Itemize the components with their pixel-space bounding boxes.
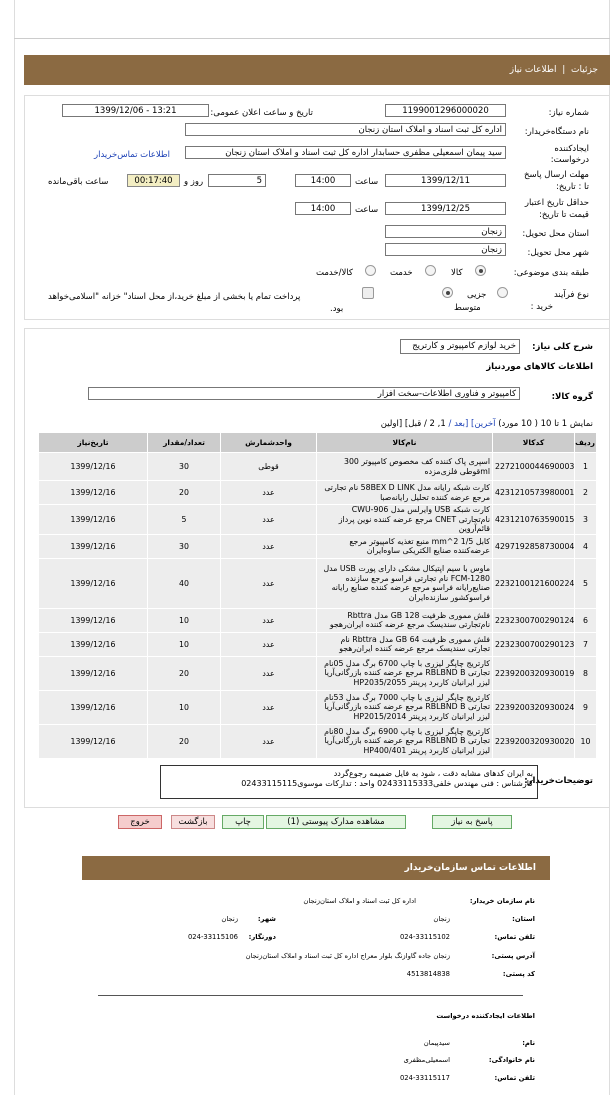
creator-label-1: ایجادکننده (554, 144, 589, 154)
cell-need-date: 1399/12/16 (39, 724, 148, 758)
creator-label-2: درخواست: (550, 155, 589, 165)
validity-time-label: ساعت (355, 205, 379, 215)
city-label: شهر محل تحویل: (527, 248, 589, 258)
buyer-notes-box (160, 765, 538, 799)
col-need-date: تاریخ‌نیاز (39, 433, 148, 453)
cell-row-number: 7 (575, 632, 597, 656)
remaining-label: ساعت باقی‌مانده (48, 177, 109, 187)
col-row-number: ردیف (575, 433, 597, 453)
goods-info-title: اطلاعات کالاهای موردنیاز (486, 362, 593, 372)
cell-goods-name: کارت شبکه رایانه مدل 58BEX D LINK نام تجارتی مرجع عرضه کننده تحلیل رایانه‌صبا (317, 481, 493, 505)
contact-fax-value: 024-33115106 (187, 933, 238, 941)
cell-goods-code: 2239200320930024 (493, 690, 575, 724)
cell-goods-code: 4231210573980001 (493, 481, 575, 505)
cell-need-date: 1399/12/16 (39, 690, 148, 724)
cell-unit: عدد (221, 690, 317, 724)
cell-quantity: 30 (148, 534, 221, 558)
table-row (39, 453, 597, 481)
contact-phone-value: 024-33115102 (399, 933, 450, 941)
buyer-notes-line-1: به ایران کدهای مشابه دقت ، شود به فایل ضمیمه رجوع‌گردد (333, 769, 533, 778)
treasury-note-2: بود. (330, 304, 344, 314)
cell-goods-code: 2272100044690003 (493, 453, 575, 481)
summary-label: شرح کلی نیاز: (532, 342, 593, 352)
pager (381, 419, 593, 429)
cell-need-date: 1399/12/16 (39, 558, 148, 608)
cell-quantity: 20 (148, 724, 221, 758)
table-row (39, 505, 597, 535)
table-row (39, 608, 597, 632)
creator-name-value: سیدپیمان (423, 1039, 450, 1047)
back-button[interactable]: بازگشت (171, 815, 215, 829)
deadline-send-time-label: ساعت (355, 177, 379, 187)
cell-row-number: 9 (575, 690, 597, 724)
deadline-send-date-field: 1399/12/11 (385, 174, 506, 187)
process-label-2: خرید : (530, 302, 553, 312)
table-row (39, 656, 597, 690)
cell-goods-code: 2232300700290124 (493, 608, 575, 632)
page-header-bar (24, 55, 610, 85)
contact-phone-label: تلفن تماس: (494, 933, 535, 941)
creator-info-title: اطلاعات ایجادکننده درخواست (436, 1012, 535, 1020)
cell-row-number: 3 (575, 505, 597, 535)
validity-date-field: 1399/12/25 (385, 202, 506, 215)
contact-city-value: زنجان (221, 915, 238, 923)
cell-unit: قوطی (221, 453, 317, 481)
goods-group-label: گروه کالا: (551, 392, 593, 402)
cell-need-date: 1399/12/16 (39, 656, 148, 690)
cell-row-number: 1 (575, 453, 597, 481)
cell-goods-code: 2239200320930019 (493, 656, 575, 690)
cell-row-number: 2 (575, 481, 597, 505)
pager-next[interactable]: [بعد / (448, 419, 469, 429)
creator-name-label: نام: (522, 1039, 535, 1047)
contact-province-value: زنجان (433, 915, 450, 923)
process-label-1: نوع فرآیند (553, 290, 589, 300)
process-medium-radio[interactable] (442, 287, 453, 298)
cell-quantity: 40 (148, 558, 221, 608)
buyer-notes-label: توضیحات‌خریدار: (524, 776, 593, 786)
creator-family-label: نام خانوادگی: (488, 1056, 535, 1064)
cell-goods-name: فلش مموری ظرفیت 64 GB مدل Rbttra نام تجارتی سندیسک مرجع عرضه کننده ایران‌رهجو (317, 632, 493, 656)
cell-need-date: 1399/12/16 (39, 608, 148, 632)
cell-row-number: 4 (575, 534, 597, 558)
cell-need-date: 1399/12/16 (39, 534, 148, 558)
cell-quantity: 20 (148, 656, 221, 690)
breadcrumb-separator: | (562, 65, 566, 75)
cell-goods-name: کارت شبکه USB وایرلس مدل CWU-906 نام‌تجارتی CNET مرجع عرضه کننده نوین پرداز قائم‌آروین (317, 505, 493, 535)
province-label: استان محل تحویل: (522, 229, 589, 239)
city-field: زنجان (385, 243, 506, 256)
table-row (39, 481, 597, 505)
creator-field: سید پیمان اسمعیلی مظفری حسابدار اداره کل ثبت اسناد و املاک استان زنجان (185, 146, 506, 159)
category-goods-radio[interactable] (475, 265, 486, 276)
announce-datetime-field: 1399/12/06 - 13:21 (62, 104, 209, 117)
category-service-label: خدمت (390, 268, 413, 278)
reply-button[interactable]: پاسخ به نیاز (432, 815, 512, 829)
cell-goods-name: فلش مموری ظرفیت 128 GB مدل Rbttra نام‌تجارتی سندیسک مرجع عرضه کننده ایران‌رهجو (317, 608, 493, 632)
cell-need-date: 1399/12/16 (39, 632, 148, 656)
top-divider (14, 38, 610, 39)
days-remaining-field: 5 (208, 174, 266, 187)
buyer-contact-link[interactable]: اطلاعات تماس‌خریدار (94, 150, 171, 160)
col-goods-name: نام‌کالا (317, 433, 493, 453)
cell-row-number: 6 (575, 608, 597, 632)
cell-unit: عدد (221, 481, 317, 505)
cell-unit: عدد (221, 656, 317, 690)
cell-goods-name: ماوس با سیم اپتیکال مشکی دارای پورت USB مدل FCM-1280 نام تجارتی فراسو مرجع سازنده صنایع‌رایانه فراسو مرجع عرضه کننده صنایع رایانه فراسوکشور سازنده‌ایران (317, 558, 493, 608)
cell-goods-name: کارتریج چاپگر لیزری با چاپ 7000 برگ مدل 53نام تجارتی RBLBND B مرجع عرضه کننده بازرگانی‌آریا لیزر ایرانیان کاربرد پرینتر HP2015/2014 (317, 690, 493, 724)
process-medium-label: متوسط (454, 303, 481, 313)
cell-unit: عدد (221, 724, 317, 758)
cell-goods-code: 2239200320930020 (493, 724, 575, 758)
cell-quantity: 10 (148, 690, 221, 724)
deadline-send-time-field: 14:00 (295, 174, 351, 187)
cell-need-date: 1399/12/16 (39, 505, 148, 535)
buyer-notes-line-2: کارشناس : فنی مهندس خلفی02433115333 واحد : تدارکات موسوی02433115115 (241, 779, 533, 788)
contact-title: اطلاعات تماس سازمان‌خریدار (404, 863, 536, 873)
cell-unit: عدد (221, 632, 317, 656)
province-field: زنجان (385, 225, 506, 238)
cell-goods-name: اسپری پاک کننده کف مخصوص کامپیوتر 300 mlقوطی فلزی‌مزده (317, 453, 493, 481)
cell-goods-name: کارتریج چاپگر لیزری با چاپ 6700 برگ مدل 05نام تجارتی RBLBND B مرجع عرضه کننده بازرگانی‌آریا لیزر ایرانیان کاربرد پرینتر HP2035/2055 (317, 656, 493, 690)
col-quantity: تعداد/مقدار (148, 433, 221, 453)
treasury-note-1: پرداخت تمام یا بخشی از مبلغ خرید،از محل اسناد" خزانه "اسلامی‌خواهد (48, 292, 301, 302)
contact-fax-label: دورنگار: (248, 933, 276, 941)
exit-button[interactable]: خروج (118, 815, 162, 829)
category-both-radio[interactable] (365, 265, 376, 276)
validity-label-1: حداقل تاریخ اعتبار (524, 198, 589, 208)
table-row (39, 558, 597, 608)
cell-unit: عدد (221, 505, 317, 535)
process-minor-radio[interactable] (497, 287, 508, 298)
breadcrumb-details[interactable]: جزئیات (571, 65, 598, 75)
goods-group-field: کامپیوتر و فناوری اطلاعات-سخت افزار (88, 387, 520, 400)
deadline-send-label-2: تا : تاریخ: (556, 182, 589, 192)
view-attachments-button[interactable]: مشاهده مدارک پیوستی (1) (266, 815, 406, 829)
pager-first[interactable]: [اولین (380, 419, 403, 429)
goods-table (38, 432, 597, 759)
cell-unit: عدد (221, 608, 317, 632)
cell-unit: عدد (221, 534, 317, 558)
buyer-org-label: نام دستگاه‌خریدار: (524, 127, 589, 137)
breadcrumb-current: اطلاعات نیاز (509, 65, 557, 75)
pager-pages[interactable]: 1, 2 (429, 419, 446, 429)
breadcrumb (510, 65, 598, 75)
category-label: طبقه بندی موضوعی: (513, 268, 589, 278)
category-service-radio[interactable] (425, 265, 436, 276)
cell-quantity: 10 (148, 608, 221, 632)
col-unit: واحدشمارش (221, 433, 317, 453)
treasury-payment-checkbox[interactable] (362, 287, 374, 299)
cell-quantity: 30 (148, 453, 221, 481)
validity-time-field: 14:00 (295, 202, 351, 215)
table-row (39, 632, 597, 656)
cell-goods-code: 2232100121600224 (493, 558, 575, 608)
contact-org-label: نام سازمان خریدار: (469, 897, 535, 905)
category-both-label: کالا/خدمت (316, 268, 353, 278)
cell-goods-name: کابل 1/5 mm^2 منبع تغذیه کامپیوتر مرجع عرضه‌کننده صنایع الکتریکی ساوه‌ایران (317, 534, 493, 558)
contact-address-value: زنجان جاده گاوازنگ بلوار معراج اداره کل ثبت اسناد و املاک استان‌زنجان (245, 952, 450, 960)
cell-unit: عدد (221, 558, 317, 608)
validity-label-2: قیمت تا تاریخ: (538, 210, 589, 220)
cell-quantity: 5 (148, 505, 221, 535)
contact-header (82, 856, 550, 880)
creator-phone-value: 024-33115117 (399, 1074, 450, 1082)
cell-goods-code: 4297192858730004 (493, 534, 575, 558)
contact-address-label: آدرس پستی: (491, 952, 535, 960)
table-row (39, 724, 597, 758)
buyer-org-field: اداره کل ثبت اسناد و املاک استان زنجان (185, 123, 506, 136)
table-row (39, 534, 597, 558)
cell-goods-name: کارتریج چاپگر لیزری با چاپ 6900 برگ مدل 80نام تجارتی RBLBND B مرجع عرضه کننده بازرگانی‌آریا لیزر ایرانیان کاربرد پرینتر HP400/401 (317, 724, 493, 758)
pager-last[interactable]: آخرین] (471, 419, 496, 429)
table-row (39, 690, 597, 724)
contact-city-label: شهر: (257, 915, 276, 923)
announce-label: تاریخ و ساعت اعلان عمومی: (210, 108, 313, 118)
cell-row-number: 8 (575, 656, 597, 690)
need-number-field: 1199001296000020 (385, 104, 506, 117)
contact-province-label: استان: (512, 915, 535, 923)
contact-postal-label: کد پستی: (502, 970, 535, 978)
days-label: روز و (184, 177, 204, 187)
cell-need-date: 1399/12/16 (39, 453, 148, 481)
pager-count: نمایش 1 تا 10 ( 10 مورد) (498, 419, 593, 429)
goods-table-header (39, 433, 597, 453)
cell-quantity: 20 (148, 481, 221, 505)
contact-divider (98, 995, 523, 996)
summary-field: خرید لوازم کامپیوتر و کارتریج (400, 339, 520, 354)
countdown-timer: 00:17:40 (127, 174, 180, 187)
need-number-label: شماره نیاز: (548, 108, 589, 118)
cell-row-number: 5 (575, 558, 597, 608)
cell-quantity: 10 (148, 632, 221, 656)
cell-need-date: 1399/12/16 (39, 481, 148, 505)
cell-row-number: 10 (575, 724, 597, 758)
print-button[interactable]: چاپ (222, 815, 264, 829)
col-goods-code: کدکالا (493, 433, 575, 453)
deadline-send-label-1: مهلت ارسال پاسخ (524, 170, 589, 180)
category-goods-label: کالا (451, 268, 463, 278)
contact-org-value: اداره کل ثبت اسناد و املاک استان‌زنجان (303, 897, 416, 905)
pager-prev[interactable]: / قبل] (404, 419, 427, 429)
cell-goods-code: 4231210763590015 (493, 505, 575, 535)
process-minor-label: جزیی (467, 290, 487, 300)
creator-phone-label: تلفن تماس: (494, 1074, 535, 1082)
cell-goods-code: 2232300700290123 (493, 632, 575, 656)
contact-postal-value: 4513814838 (406, 970, 450, 978)
creator-family-value: اسمعیلی‌مظفری (403, 1056, 450, 1064)
